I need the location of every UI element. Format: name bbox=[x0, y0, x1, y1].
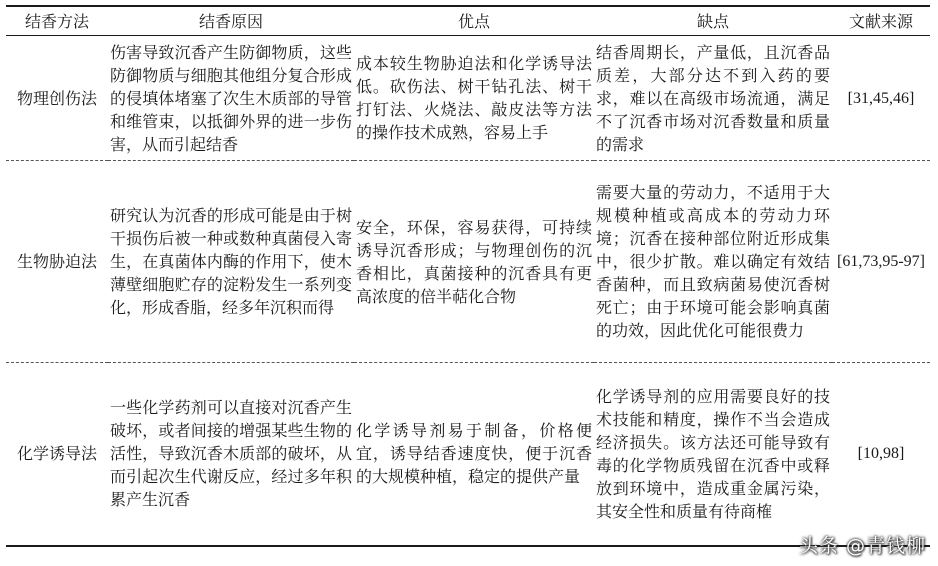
table-header bbox=[6, 6, 930, 36]
table-row bbox=[6, 363, 930, 546]
header-row bbox=[6, 6, 930, 36]
advantage-cell: 成本较生物胁迫法和化学诱导法低。砍伤法、树干钻孔法、树干打钉法、火烧法、敲皮法等方法的操作技术成熟，容易上手 bbox=[356, 54, 592, 142]
watermark: 头条 @青钱柳 bbox=[798, 535, 926, 557]
comparison-table bbox=[6, 5, 930, 547]
table-row bbox=[6, 161, 930, 363]
cause-cell: 伤害导致沉香产生防御物质，这些防御物质与细胞其他组分复合形成的侵填体堵塞了次生木质部的导管和维管束，以抵御外界的进一步伤害，从而引起结香 bbox=[110, 42, 352, 154]
table-body bbox=[6, 36, 930, 546]
method-cell: 生物胁迫法 bbox=[16, 252, 97, 271]
refs-cell: [31,45,46] bbox=[847, 89, 915, 107]
header-cause: 结香原因 bbox=[198, 11, 263, 31]
header-disadvantage: 缺点 bbox=[696, 11, 729, 31]
advantage-cell: 化学诱导剂易于制备，价格便宜，诱导结香速度快，便于沉香的大规模种植，稳定的提供产量 bbox=[356, 421, 592, 487]
method-cell: 物理创伤法 bbox=[16, 88, 97, 108]
disadvantage-cell: 结香周期长，产量低，且沉香品质差，大部分达不到入药的要求，难以在高级市场流通，满足不了沉香市场对沉香数量和质量的需求 bbox=[596, 42, 830, 154]
refs-cell: [61,73,95-97] bbox=[837, 253, 925, 270]
cause-cell: 一些化学药剂可以直接对沉香产生破坏，或者间接的增强某些生物的活性，导致沉香木质部的破坏，从而引起次生代谢反应，经过多年积累产生沉香 bbox=[110, 398, 352, 510]
header-advantage: 优点 bbox=[457, 11, 490, 31]
disadvantage-cell: 需要大量的劳动力，不适用于大规模种植或高成本的劳动力环境；沉香在接种部位附近形成集中，很少扩散。难以确定有效结香菌种，而且致病菌易使沉香树死亡；由于环境可能会影响真菌的功效，因此优化可能很费力 bbox=[596, 183, 830, 340]
advantage-cell: 安全，环保，容易获得，可持续诱导沉香形成；与物理创伤的沉香相比，真菌接种的沉香具有更高浓度的倍半萜化合物 bbox=[356, 217, 592, 306]
header-method: 结香方法 bbox=[24, 11, 89, 31]
refs-cell: [10,98] bbox=[857, 445, 905, 463]
disadvantage-cell: 化学诱导剂的应用需要良好的技术技能和精度，操作不当会造成经济损失。该方法还可能导致有毒的化学物质残留在沉香中或释放到环境中，造成重金属污染，其安全性和质量有待商榷 bbox=[596, 386, 830, 521]
cause-cell: 研究认为沉香的形成可能是由于树干损伤后被一种或数种真菌侵入寄生，在真菌体内酶的作用下，使木薄壁细胞贮存的淀粉发生一系列变化，形成香脂，经多年沉积而得 bbox=[110, 206, 352, 317]
table-row bbox=[6, 36, 930, 161]
header-refs: 文献来源 bbox=[848, 11, 913, 31]
method-cell: 化学诱导法 bbox=[16, 444, 97, 464]
